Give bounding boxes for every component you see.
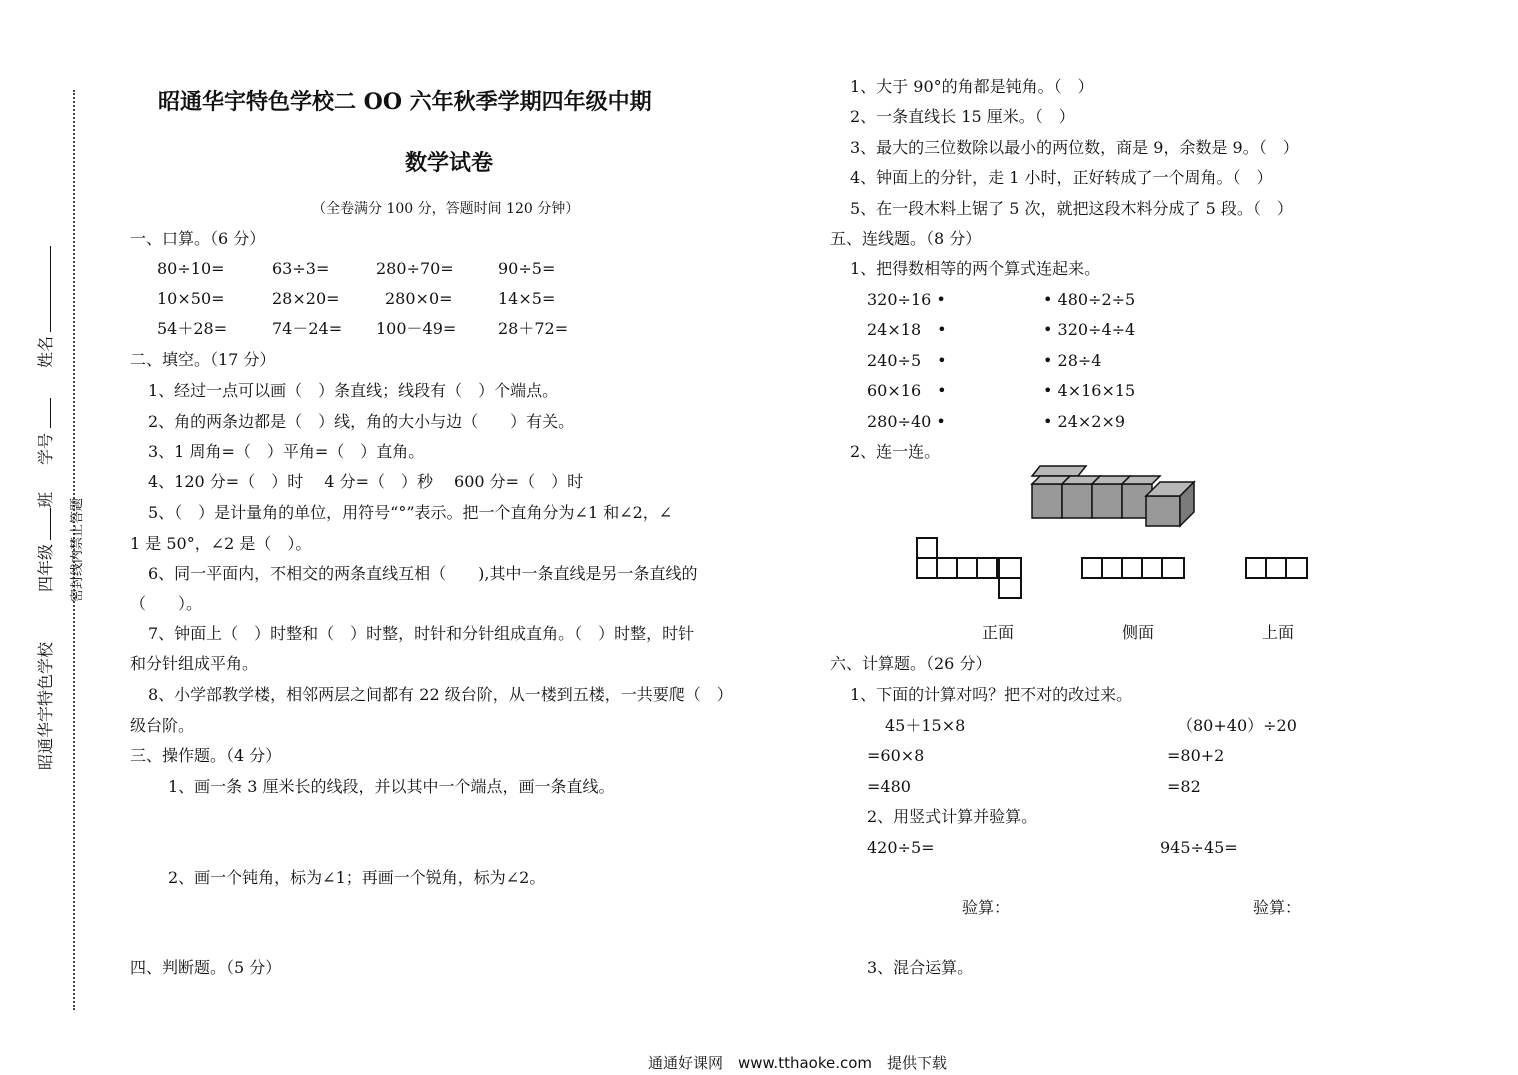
fill-blank-line: 7、钟面上（ ）时整和（ ）时整，时针和分针组成直角。（ ）时整，时针 [148,624,695,643]
calc-cell: 28×20= [272,289,340,308]
fill-blank-line: 和分针组成平角。 [130,654,259,673]
sec6-q2: 2、用竖式计算并验算。 [867,807,1038,826]
exam-note: （全卷满分 100 分，答题时间 120 分钟） [312,201,580,217]
match-right: • 320÷4÷4 [1043,320,1136,339]
fill-blank-line: 4、120 分=（ ）时 4 分=（ ）秒 600 分=（ ）时 [148,472,584,491]
fill-blank-line: 2、角的两条边都是（ ）线，角的大小与边（ ）有关。 [148,412,575,431]
fill-blank-line: 8、小学部教学楼，相邻两层之间都有 22 级台阶，从一楼到五楼，一共要爬（ ） [148,685,733,704]
calc-right-line: =80+2 [1167,746,1225,765]
margin-name-blank [36,246,56,332]
calc-cell: 54＋28= [157,319,228,338]
calc-left-line: =60×8 [867,746,925,765]
sec1-heading: 一、口算。（6 分） [130,229,266,248]
calc-cell: 80÷10= [157,259,225,278]
match-right: • 24×2×9 [1043,412,1126,431]
margin-grade: 四年级 [36,543,55,592]
footer-credit: 通通好课网 www.tthaoke.com 提供下载 [648,1054,948,1072]
calc-right-line: =82 [1167,777,1201,796]
margin-school: 昭通华宇特色学校 [36,641,55,770]
sec3-heading: 三、操作题。（4 分） [130,746,282,765]
view-label-front: 正面 [982,623,1015,642]
sec6-heading: 六、计算题。（26 分） [830,654,992,673]
calc-cell: 74－24= [272,319,343,338]
fill-blank-line: 6、同一平面内，不相交的两条直线互相（ ),其中一条直线是另一条直线的 [148,564,698,583]
fill-blank-line: （ ）。 [130,594,203,613]
sec3-q2: 2、画一个钝角，标为∠1；再画一个锐角，标为∠2。 [168,868,546,887]
view-label-top: 上面 [1262,623,1295,642]
division-1: 420÷5= [867,838,935,857]
sec6-q3: 3、混合运算。 [867,958,974,977]
fill-blank-line: 3、1 周角=（ ）平角=（ ）直角。 [148,442,425,461]
margin-class: 班 [36,491,55,508]
judge-item: 2、一条直线长 15 厘米。（ ） [850,107,1075,126]
check-label-1: 验算： [962,898,1011,917]
judge-item: 1、大于 90°的角都是钝角。（ ） [850,77,1094,96]
margin-number: 学号 [36,432,55,465]
division-2: 945÷45= [1160,838,1238,857]
calc-cell: 100－49= [376,319,457,338]
match-left: 60×16 • [867,381,947,400]
view-label-side: 侧面 [1122,623,1155,642]
calc-left-line: 45＋15×8 [885,716,966,735]
calc-right-line: （80+40）÷20 [1177,716,1297,735]
fill-blank-line: 1、经过一点可以画（ ）条直线；线段有（ ）个端点。 [148,381,559,400]
judge-item: 5、在一段木料上锯了 5 次，就把这段木料分成了 5 段。（ ） [850,199,1293,218]
calc-cell: 90÷5= [498,259,556,278]
cube-figure [1028,462,1203,530]
sec6-q1: 1、下面的计算对吗？把不对的改过来。 [850,685,1133,704]
fill-blank-line: 5、（ ）是计量角的单位，用符号“°”表示。把一个直角分为∠1 和∠2，∠ [148,503,673,522]
margin-number-blank [36,398,56,428]
exam-title: 昭通华宇特色学校二 OO 六年秋季学期四年级中期 [158,89,652,115]
margin-seal-note: 密封线内禁止答题 [70,497,85,602]
calc-left-line: =480 [867,777,911,796]
check-label-2: 验算： [1253,898,1302,917]
match-left: 280÷40 • [867,412,946,431]
calc-cell: 14×5= [498,289,556,308]
match-left: 240÷5 • [867,351,947,370]
margin-name: 姓名 [36,335,55,368]
sec5-q2: 2、连一连。 [850,442,941,461]
calc-cell: 28＋72= [498,319,569,338]
judge-item: 3、最大的三位数除以最小的两位数，商是 9，余数是 9。（ ） [850,138,1299,157]
exam-subtitle: 数学试卷 [405,150,494,176]
sec3-q1: 1、画一条 3 厘米长的线段，并以其中一个端点，画一条直线。 [168,777,615,796]
calc-cell: 280×0= [385,289,453,308]
calc-cell: 10×50= [157,289,225,308]
match-left: 24×18 • [867,320,947,339]
calc-cell: 280÷70= [376,259,454,278]
match-right: • 28÷4 [1043,351,1102,370]
fill-blank-line: 1 是 50°，∠2 是（ ）。 [130,534,312,553]
sec5-q1: 1、把得数相等的两个算式连起来。 [850,259,1101,278]
fill-blank-line: 级台阶。 [130,716,195,735]
calc-cell: 63÷3= [272,259,330,278]
sec4-heading: 四、判断题。（5 分） [130,958,282,977]
judge-item: 4、钟面上的分针，走 1 小时，正好转成了一个周角。（ ） [850,168,1273,187]
sec2-heading: 二、填空。（17 分） [130,350,276,369]
match-left: 320÷16 • [867,290,946,309]
match-right: • 4×16×15 [1043,381,1136,400]
match-right: • 480÷2÷5 [1043,290,1136,309]
margin-class-blank [36,508,56,540]
sec5-heading: 五、连线题。（8 分） [830,229,982,248]
